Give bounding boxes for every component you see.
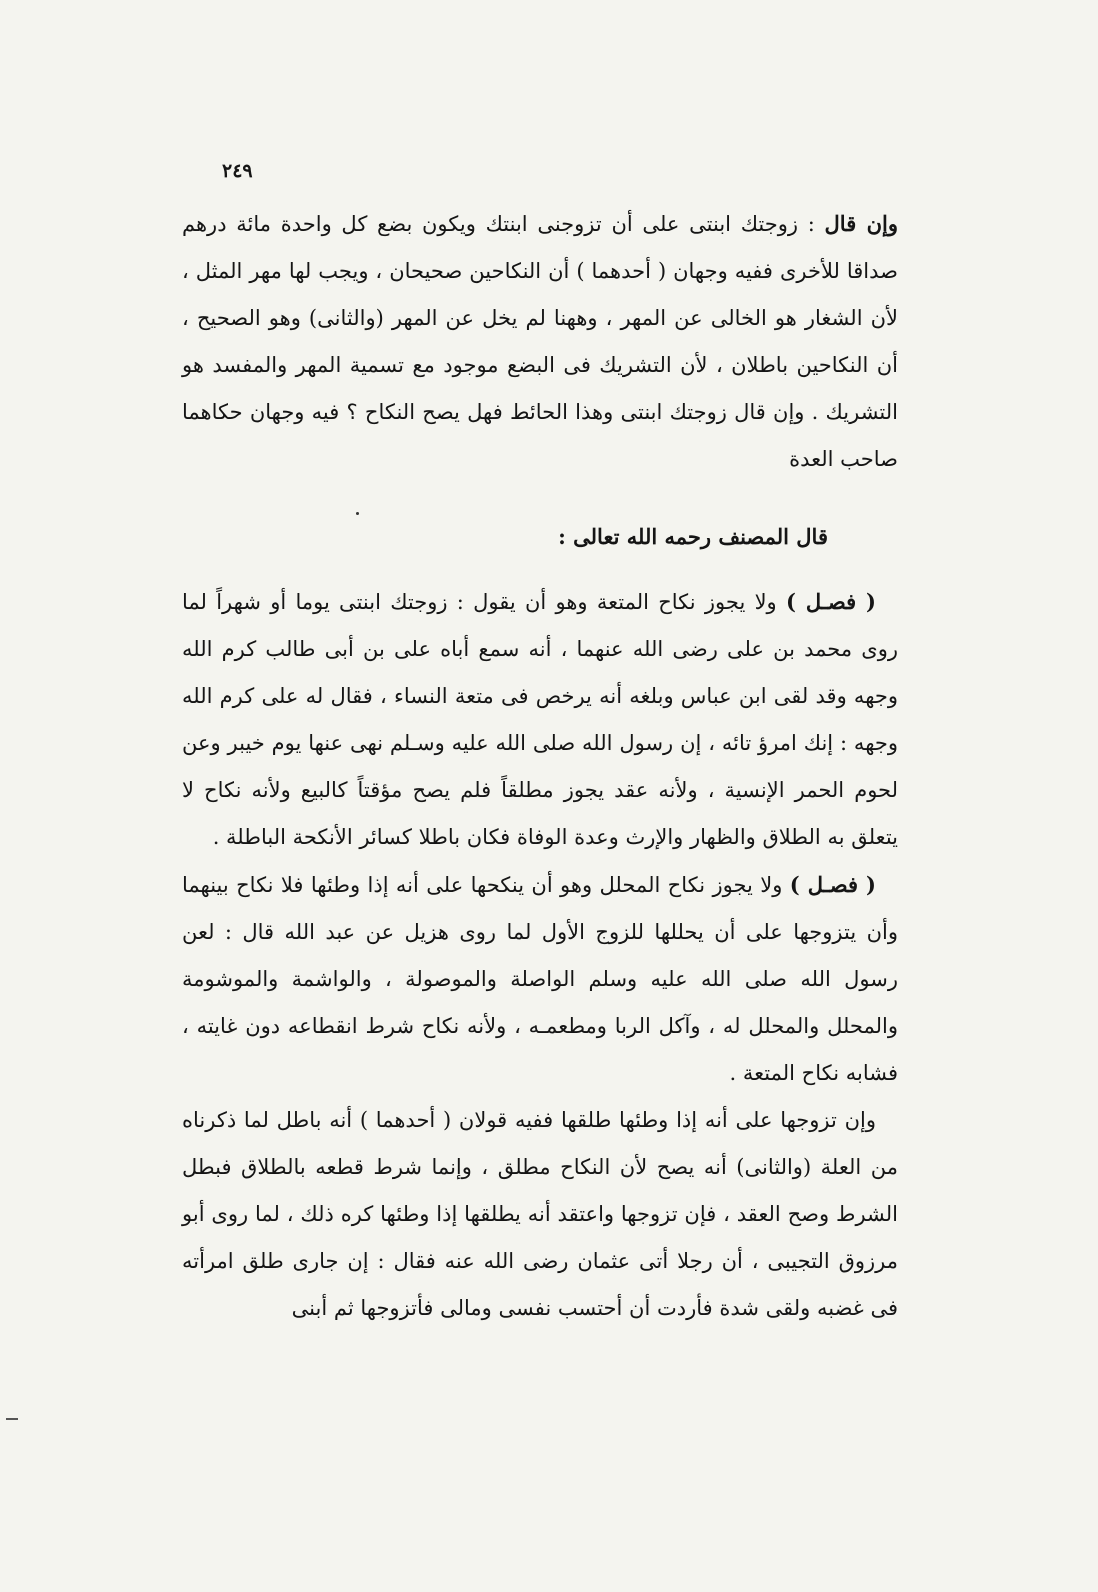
paragraph-text: وإن تزوجها على أنه إذا وطئها طلقها ففيه قولان ( أحدهما ) أنه باطل لما ذكرناه من العلة (والثانى) أنه يصح لأن النكاح مطلق ، وإنما شرط قطعه بالطلاق فبطل الشرط وصح العقد ، فإن تزوجها واعتقد أنه يطلقها إذا وطئها كره ذلك ، لما روى أبو مرزوق التجيبى ، أن رجلا أتى عثمان رضى الله عنه فقال : إن جارى طلق امرأته فى غضبه ولقى شدة فأردت أن أحتسب نفسى ومالى فأتزوجها ثم أبنى <box>182 1108 898 1320</box>
paragraph-text: : زوجتك ابنتى على أن تزوجنى ابنتك ويكون بضع كل واحدة مائة درهم صداقا للأخرى ففيه وجهان ( أحدهما ) أن النكاحين صحيحان ، ويجب لها مهر المثل ، لأن الشغار هو الخالى عن المهر ، وههنا لم يخل عن المهر (والثانى) وهو الصحيح ، أن النكاحين باطلان ، لأن التشريك فى البضع موجود مع تسمية المهر والمفسد هو التشريك . وإن قال زوجتك ابنتى وهذا الحائط فهل يصح النكاح ؟ فيه وجهان حكاهما صاحب العدة <box>182 212 898 471</box>
section-heading: قال المصنف رحمه الله تعالى : <box>558 524 828 549</box>
paragraph-lead: وإن قال <box>824 211 898 236</box>
page-body <box>182 200 898 1332</box>
fasl-marker: ( فصـل ) <box>789 872 876 897</box>
print-speck <box>356 512 359 515</box>
paragraph-text: ولا يجوز نكاح المحلل وهو أن ينكحها على أنه إذا وطئها فلا نكاح بينهما وأن يتزوجها على أن يحللها للزوج الأول لما روى هزيل عن عبد الله قال : لعن رسول الله صلى الله عليه وسلم الواصلة والموصولة ، والواشمة والموشومة والمحلل والمحلل له ، وآكل الربا ومطعمـه ، ولأنه نكاح شرط انقطاعه دون غايته ، فشابه نكاح المتعة . <box>182 873 898 1085</box>
paragraph-mutah <box>182 578 898 861</box>
paragraph-muhallil <box>182 861 898 1097</box>
page-number: ٢٤٩ <box>222 160 253 182</box>
paragraph-marriage-exchange <box>182 200 898 483</box>
edge-mark <box>6 1418 18 1420</box>
fasl-marker: ( فصـل ) <box>785 589 876 614</box>
paragraph-divorce-condition <box>182 1097 898 1332</box>
paragraph-text: ولا يجوز نكاح المتعة وهو أن يقول : زوجتك ابنتى يوما أو شهراً لما روى محمد بن على رضى الله عنهما ، أنه سمع أباه على بن أبى طالب كرم الله وجهه وقد لقى ابن عباس وبلغه أنه يرخص فى متعة النساء ، فقال له على كرم الله وجهه : إنك امرؤ تائه ، إن رسول الله صلى الله عليه وسـلم نهى عنها يوم خيبر وعن لحوم الحمر الإنسية ، ولأنه عقد يجوز مطلقاً فلم يصح مؤقتاً كالبيع ولأنه نكاح لا يتعلق به الطلاق والظهار والإرث وعدة الوفاة فكان باطلا كسائر الأنكحة الباطلة . <box>182 590 898 849</box>
